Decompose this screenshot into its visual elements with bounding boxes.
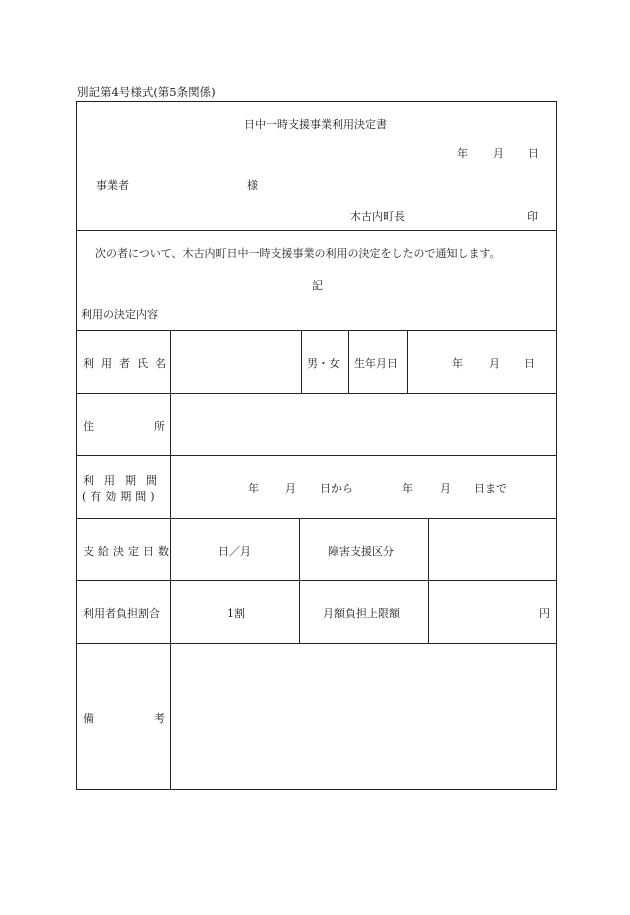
divider-notice xyxy=(76,230,557,231)
date-day: 日 xyxy=(528,147,539,160)
remarks-label-left: 備 xyxy=(83,712,94,725)
birth-date-label: 生年月日 xyxy=(354,357,398,370)
period-from-month: 月 xyxy=(285,482,296,495)
burden-ratio-value: 1割 xyxy=(227,607,245,620)
addressee-honorific: 様 xyxy=(247,179,258,192)
table-border-top xyxy=(76,101,557,102)
table-border-right xyxy=(556,101,557,790)
days-value: 日／月 xyxy=(218,545,251,558)
birth-day: 日 xyxy=(524,357,535,370)
divider-label-column xyxy=(170,330,171,790)
period-to-year: 年 xyxy=(402,482,413,495)
document-title: 日中一時支援事業利用決定書 xyxy=(244,118,387,131)
yen-unit: 円 xyxy=(539,607,550,620)
divider-row-days xyxy=(76,518,557,519)
date-month: 月 xyxy=(493,147,504,160)
divider-mid-column xyxy=(299,518,300,643)
address-label-right: 所 xyxy=(154,420,165,433)
ki-mark: 記 xyxy=(312,279,323,292)
user-name-label: 利用者氏名 xyxy=(83,357,173,370)
date-year: 年 xyxy=(457,147,468,160)
seal-mark: 印 xyxy=(527,210,538,223)
period-from-year: 年 xyxy=(248,482,259,495)
support-category-label: 障害支援区分 xyxy=(328,545,394,558)
remarks-label-right: 考 xyxy=(154,712,165,725)
form-number-label: 別記第4号様式(第5条関係) xyxy=(77,85,216,99)
table-border-left xyxy=(76,101,77,790)
period-from-day: 日から xyxy=(320,482,353,495)
divider-user-birth xyxy=(407,330,408,393)
monthly-limit-label: 月額負担上限額 xyxy=(323,607,400,620)
divider-row-user xyxy=(76,330,557,331)
divider-row-burden xyxy=(76,580,557,581)
issuer-name: 木古内町長 xyxy=(350,210,405,223)
period-to-month: 月 xyxy=(440,482,451,495)
section-label: 利用の決定内容 xyxy=(81,308,158,321)
divider-row-remarks xyxy=(76,643,557,644)
birth-year: 年 xyxy=(452,357,463,370)
validity-label: (有効期間) xyxy=(82,490,159,503)
divider-user-name xyxy=(301,330,302,393)
divider-row-address xyxy=(76,393,557,394)
divider-right-column xyxy=(428,518,429,643)
notice-text: 次の者について、木古内町日中一時支援事業の利用の決定をしたので通知します。 xyxy=(95,247,501,260)
gender-field: 男・女 xyxy=(307,357,340,370)
table-border-bottom xyxy=(76,789,557,790)
period-to-day: 日まで xyxy=(474,482,507,495)
addressee-label: 事業者 xyxy=(96,179,129,192)
address-label-left: 住 xyxy=(83,420,94,433)
period-label: 利用期間 xyxy=(83,474,167,487)
divider-user-gender xyxy=(348,330,349,393)
birth-month: 月 xyxy=(489,357,500,370)
burden-ratio-label: 利用者負担割合 xyxy=(83,607,160,620)
days-label: 支給決定日数 xyxy=(83,545,173,558)
divider-row-period xyxy=(76,455,557,456)
